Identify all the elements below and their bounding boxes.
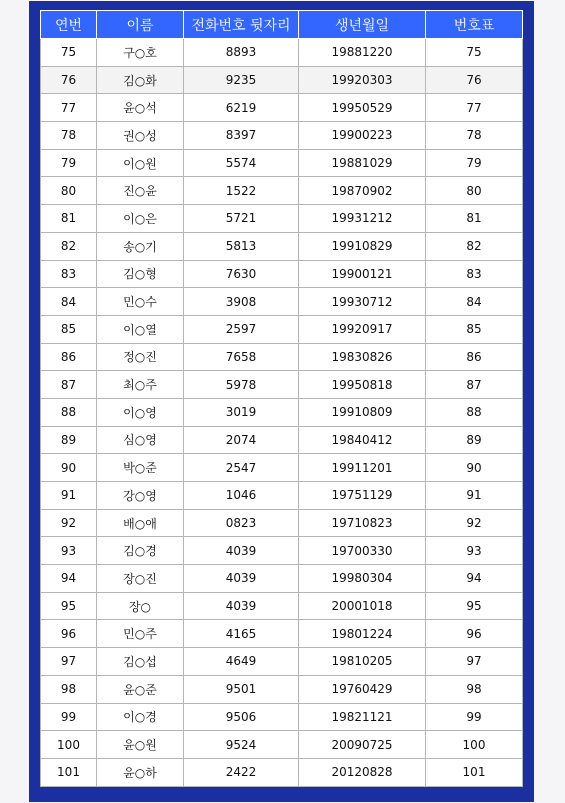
table-row xyxy=(41,454,523,482)
cell-ticket: 76 xyxy=(426,66,523,94)
cell-name: 김○섭 xyxy=(97,648,184,676)
table-row xyxy=(41,509,523,537)
cell-birthdate: 19910829 xyxy=(299,232,426,260)
cell-phone: 7630 xyxy=(184,260,299,288)
cell-index: 83 xyxy=(41,260,97,288)
cell-phone: 4649 xyxy=(184,648,299,676)
cell-name: 김○화 xyxy=(97,66,184,94)
cell-birthdate: 19881220 xyxy=(299,39,426,67)
cell-name: 최○주 xyxy=(97,371,184,399)
cell-phone: 6219 xyxy=(184,94,299,122)
cell-phone: 5978 xyxy=(184,371,299,399)
cell-index: 80 xyxy=(41,177,97,205)
cell-ticket: 93 xyxy=(426,537,523,565)
header-ticket: 번호표 xyxy=(426,11,523,39)
cell-index: 97 xyxy=(41,648,97,676)
header-phone: 전화번호 뒷자리 xyxy=(184,11,299,39)
cell-phone: 2422 xyxy=(184,758,299,786)
cell-ticket: 86 xyxy=(426,343,523,371)
table-row xyxy=(41,122,523,150)
cell-birthdate: 19920917 xyxy=(299,315,426,343)
cell-phone: 1046 xyxy=(184,482,299,510)
cell-birthdate: 19881029 xyxy=(299,149,426,177)
cell-name: 이○은 xyxy=(97,205,184,233)
table-row xyxy=(41,315,523,343)
cell-ticket: 78 xyxy=(426,122,523,150)
cell-name: 장○진 xyxy=(97,565,184,593)
cell-ticket: 101 xyxy=(426,758,523,786)
table-row xyxy=(41,565,523,593)
cell-birthdate: 19760429 xyxy=(299,675,426,703)
cell-ticket: 94 xyxy=(426,565,523,593)
cell-phone: 7658 xyxy=(184,343,299,371)
cell-birthdate: 19980304 xyxy=(299,565,426,593)
table-body xyxy=(41,39,523,787)
cell-index: 76 xyxy=(41,66,97,94)
cell-phone: 9524 xyxy=(184,731,299,759)
cell-ticket: 82 xyxy=(426,232,523,260)
cell-birthdate: 19810205 xyxy=(299,648,426,676)
cell-name: 이○원 xyxy=(97,149,184,177)
table-row xyxy=(41,648,523,676)
cell-name: 윤○하 xyxy=(97,758,184,786)
cell-ticket: 84 xyxy=(426,288,523,316)
cell-index: 78 xyxy=(41,122,97,150)
table-row xyxy=(41,758,523,786)
cell-index: 100 xyxy=(41,731,97,759)
cell-phone: 9506 xyxy=(184,703,299,731)
table-row xyxy=(41,94,523,122)
cell-name: 권○성 xyxy=(97,122,184,150)
table-row xyxy=(41,343,523,371)
cell-index: 98 xyxy=(41,675,97,703)
table-row xyxy=(41,232,523,260)
cell-index: 96 xyxy=(41,620,97,648)
cell-index: 75 xyxy=(41,39,97,67)
cell-name: 윤○준 xyxy=(97,675,184,703)
cell-birthdate: 19830826 xyxy=(299,343,426,371)
cell-ticket: 87 xyxy=(426,371,523,399)
cell-name: 박○준 xyxy=(97,454,184,482)
cell-phone: 9235 xyxy=(184,66,299,94)
cell-ticket: 100 xyxy=(426,731,523,759)
cell-birthdate: 19950818 xyxy=(299,371,426,399)
cell-birthdate: 19751129 xyxy=(299,482,426,510)
cell-ticket: 89 xyxy=(426,426,523,454)
cell-phone: 4165 xyxy=(184,620,299,648)
cell-phone: 8397 xyxy=(184,122,299,150)
cell-index: 81 xyxy=(41,205,97,233)
cell-index: 88 xyxy=(41,398,97,426)
header-name: 이름 xyxy=(97,11,184,39)
table-row xyxy=(41,537,523,565)
table-frame xyxy=(29,1,534,802)
cell-phone: 3019 xyxy=(184,398,299,426)
cell-birthdate: 19930712 xyxy=(299,288,426,316)
cell-index: 82 xyxy=(41,232,97,260)
table-row xyxy=(41,592,523,620)
cell-index: 86 xyxy=(41,343,97,371)
cell-index: 92 xyxy=(41,509,97,537)
cell-index: 77 xyxy=(41,94,97,122)
cell-birthdate: 19801224 xyxy=(299,620,426,648)
header-birthdate: 생년월일 xyxy=(299,11,426,39)
table-row xyxy=(41,39,523,67)
cell-ticket: 75 xyxy=(426,39,523,67)
cell-ticket: 85 xyxy=(426,315,523,343)
cell-index: 84 xyxy=(41,288,97,316)
header-index: 연번 xyxy=(41,11,97,39)
cell-phone: 2547 xyxy=(184,454,299,482)
cell-phone: 5813 xyxy=(184,232,299,260)
table-row xyxy=(41,703,523,731)
table-row xyxy=(41,66,523,94)
cell-phone: 2074 xyxy=(184,426,299,454)
cell-phone: 4039 xyxy=(184,592,299,620)
table-row xyxy=(41,398,523,426)
cell-index: 90 xyxy=(41,454,97,482)
table-row xyxy=(41,675,523,703)
cell-name: 이○영 xyxy=(97,398,184,426)
cell-birthdate: 19700330 xyxy=(299,537,426,565)
cell-phone: 9501 xyxy=(184,675,299,703)
cell-phone: 4039 xyxy=(184,565,299,593)
cell-birthdate: 19900223 xyxy=(299,122,426,150)
cell-name: 강○영 xyxy=(97,482,184,510)
cell-birthdate: 20001018 xyxy=(299,592,426,620)
cell-birthdate: 19710823 xyxy=(299,509,426,537)
cell-index: 95 xyxy=(41,592,97,620)
table-row xyxy=(41,731,523,759)
cell-phone: 5574 xyxy=(184,149,299,177)
table-row xyxy=(41,149,523,177)
cell-birthdate: 19821121 xyxy=(299,703,426,731)
cell-index: 85 xyxy=(41,315,97,343)
cell-phone: 1522 xyxy=(184,177,299,205)
table-row xyxy=(41,371,523,399)
cell-phone: 8893 xyxy=(184,39,299,67)
cell-name: 민○주 xyxy=(97,620,184,648)
cell-name: 윤○원 xyxy=(97,731,184,759)
cell-name: 김○형 xyxy=(97,260,184,288)
cell-ticket: 92 xyxy=(426,509,523,537)
cell-name: 진○윤 xyxy=(97,177,184,205)
cell-name: 장○ xyxy=(97,592,184,620)
cell-phone: 0823 xyxy=(184,509,299,537)
cell-ticket: 99 xyxy=(426,703,523,731)
cell-birthdate: 19920303 xyxy=(299,66,426,94)
cell-birthdate: 19911201 xyxy=(299,454,426,482)
cell-phone: 2597 xyxy=(184,315,299,343)
cell-index: 91 xyxy=(41,482,97,510)
cell-index: 79 xyxy=(41,149,97,177)
cell-phone: 5721 xyxy=(184,205,299,233)
cell-name: 이○경 xyxy=(97,703,184,731)
cell-birthdate: 19910809 xyxy=(299,398,426,426)
cell-birthdate: 19900121 xyxy=(299,260,426,288)
cell-ticket: 96 xyxy=(426,620,523,648)
cell-name: 민○수 xyxy=(97,288,184,316)
cell-index: 87 xyxy=(41,371,97,399)
cell-ticket: 90 xyxy=(426,454,523,482)
cell-name: 정○진 xyxy=(97,343,184,371)
cell-name: 윤○석 xyxy=(97,94,184,122)
cell-name: 구○호 xyxy=(97,39,184,67)
cell-index: 93 xyxy=(41,537,97,565)
table-row xyxy=(41,620,523,648)
participant-table xyxy=(40,10,523,787)
cell-ticket: 79 xyxy=(426,149,523,177)
cell-index: 99 xyxy=(41,703,97,731)
cell-ticket: 81 xyxy=(426,205,523,233)
cell-birthdate: 19870902 xyxy=(299,177,426,205)
cell-index: 89 xyxy=(41,426,97,454)
cell-birthdate: 20090725 xyxy=(299,731,426,759)
cell-birthdate: 19840412 xyxy=(299,426,426,454)
cell-name: 이○열 xyxy=(97,315,184,343)
cell-ticket: 77 xyxy=(426,94,523,122)
cell-name: 송○기 xyxy=(97,232,184,260)
cell-index: 94 xyxy=(41,565,97,593)
table-row xyxy=(41,482,523,510)
cell-birthdate: 19931212 xyxy=(299,205,426,233)
cell-ticket: 88 xyxy=(426,398,523,426)
cell-ticket: 98 xyxy=(426,675,523,703)
cell-phone: 3908 xyxy=(184,288,299,316)
table-row xyxy=(41,426,523,454)
cell-phone: 4039 xyxy=(184,537,299,565)
header-row xyxy=(41,11,523,39)
table-row xyxy=(41,288,523,316)
cell-index: 101 xyxy=(41,758,97,786)
cell-ticket: 83 xyxy=(426,260,523,288)
cell-ticket: 97 xyxy=(426,648,523,676)
table-row xyxy=(41,177,523,205)
cell-name: 김○경 xyxy=(97,537,184,565)
cell-ticket: 95 xyxy=(426,592,523,620)
cell-ticket: 80 xyxy=(426,177,523,205)
cell-ticket: 91 xyxy=(426,482,523,510)
table-row xyxy=(41,205,523,233)
cell-birthdate: 20120828 xyxy=(299,758,426,786)
cell-birthdate: 19950529 xyxy=(299,94,426,122)
table-row xyxy=(41,260,523,288)
cell-name: 심○영 xyxy=(97,426,184,454)
cell-name: 배○애 xyxy=(97,509,184,537)
